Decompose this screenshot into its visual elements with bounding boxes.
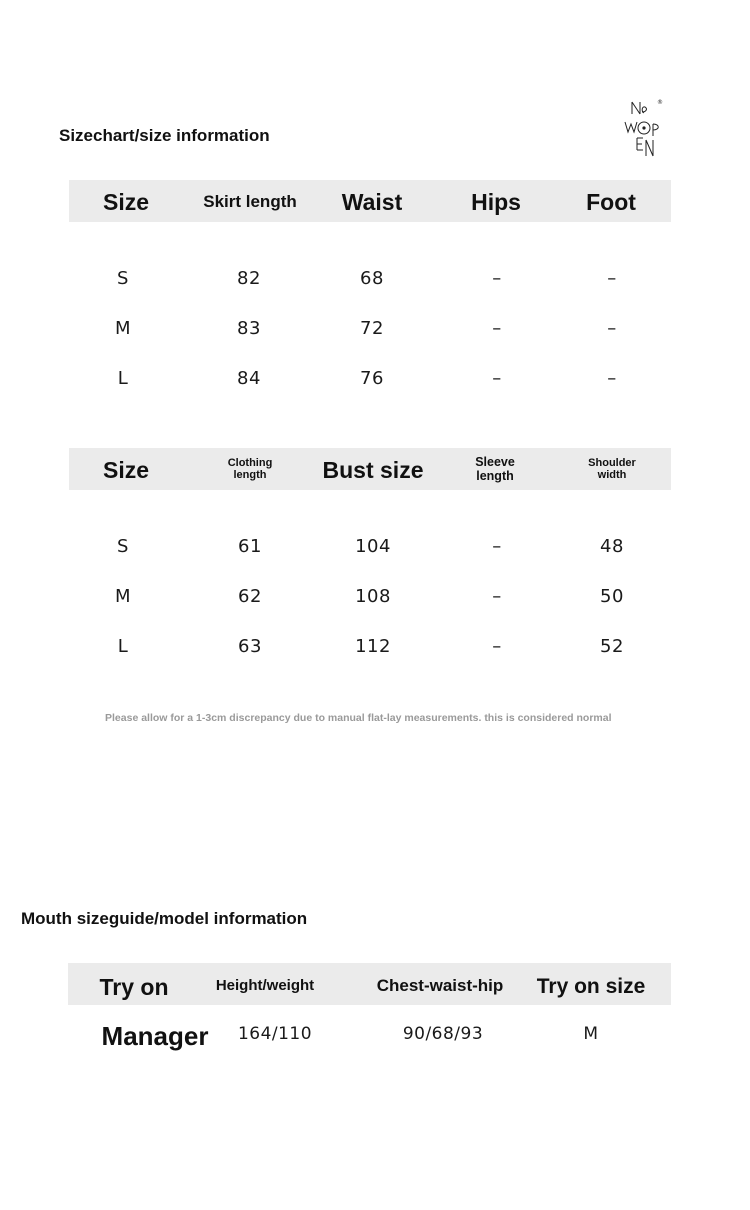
model-cell-height-weight: 164/110	[237, 1024, 313, 1044]
model-header-chest-waist-hip: Chest-waist-hip	[376, 976, 504, 995]
top-table-header	[69, 448, 671, 490]
top-cell-length: 63	[238, 636, 262, 657]
skirt-cell-waist: 72	[360, 318, 384, 339]
top-cell-size: S	[117, 536, 129, 557]
skirt-header-foot: Foot	[586, 189, 636, 215]
skirt-header-waist: Waist	[341, 189, 403, 215]
skirt-cell-foot: –	[607, 368, 617, 389]
top-cell-bust: 104	[355, 536, 391, 557]
skirt-cell-hips: –	[492, 268, 502, 289]
top-cell-sleeve: –	[492, 536, 502, 557]
skirt-header-skirt-length: Skirt length	[203, 192, 297, 211]
skirt-cell-length: 84	[237, 368, 261, 389]
skirt-cell-length: 83	[237, 318, 261, 339]
skirt-cell-foot: –	[607, 318, 617, 339]
brand-logo-mark	[620, 98, 670, 160]
top-header-clothing-length: Clothing length	[227, 457, 273, 481]
top-cell-shoulder: 50	[600, 586, 624, 607]
skirt-cell-size: M	[114, 318, 132, 339]
top-cell-length: 61	[238, 536, 262, 557]
model-section-title: Mouth sizeguide/model information	[21, 909, 308, 928]
top-cell-shoulder: 48	[600, 536, 624, 557]
skirt-cell-size: L	[117, 368, 129, 389]
skirt-table-header	[69, 180, 671, 222]
top-header-size: Size	[102, 457, 150, 483]
top-cell-shoulder: 52	[600, 636, 624, 657]
skirt-cell-length: 82	[237, 268, 261, 289]
model-header-try-on-size: Try on size	[536, 975, 646, 998]
top-header-bust-size: Bust size	[322, 457, 424, 483]
size-section-title: Sizechart/size information	[59, 126, 270, 145]
skirt-cell-hips: –	[492, 368, 502, 389]
model-cell-chest-waist-hip: 90/68/93	[402, 1024, 484, 1044]
model-header-try-on: Try on	[99, 974, 169, 1000]
model-cell-try-on-size: M	[583, 1024, 599, 1044]
top-cell-sleeve: –	[492, 636, 502, 657]
skirt-cell-foot: –	[607, 268, 617, 289]
top-cell-length: 62	[238, 586, 262, 607]
skirt-cell-size: S	[117, 268, 129, 289]
top-cell-sleeve: –	[492, 586, 502, 607]
svg-text:®: ®	[657, 99, 663, 106]
brand-logo	[620, 98, 670, 160]
top-cell-size: M	[114, 586, 132, 607]
top-cell-size: L	[117, 636, 129, 657]
top-header-sleeve-length: Sleeve length	[475, 455, 515, 483]
model-cell-name: Manager	[101, 1021, 209, 1051]
top-cell-bust: 108	[355, 586, 391, 607]
top-header-shoulder-width: Shoulder width	[588, 457, 636, 481]
measurement-note: Please allow for a 1-3cm discrepancy due to manual flat-lay measurements. this is considered normal	[105, 712, 612, 724]
skirt-cell-hips: –	[492, 318, 502, 339]
model-table-header	[68, 963, 671, 1005]
skirt-cell-waist: 76	[360, 368, 384, 389]
model-header-height-weight: Height/weight	[215, 977, 315, 994]
skirt-cell-waist: 68	[360, 268, 384, 289]
top-cell-bust: 112	[355, 636, 391, 657]
skirt-header-size: Size	[102, 189, 150, 215]
skirt-header-hips: Hips	[471, 189, 521, 215]
